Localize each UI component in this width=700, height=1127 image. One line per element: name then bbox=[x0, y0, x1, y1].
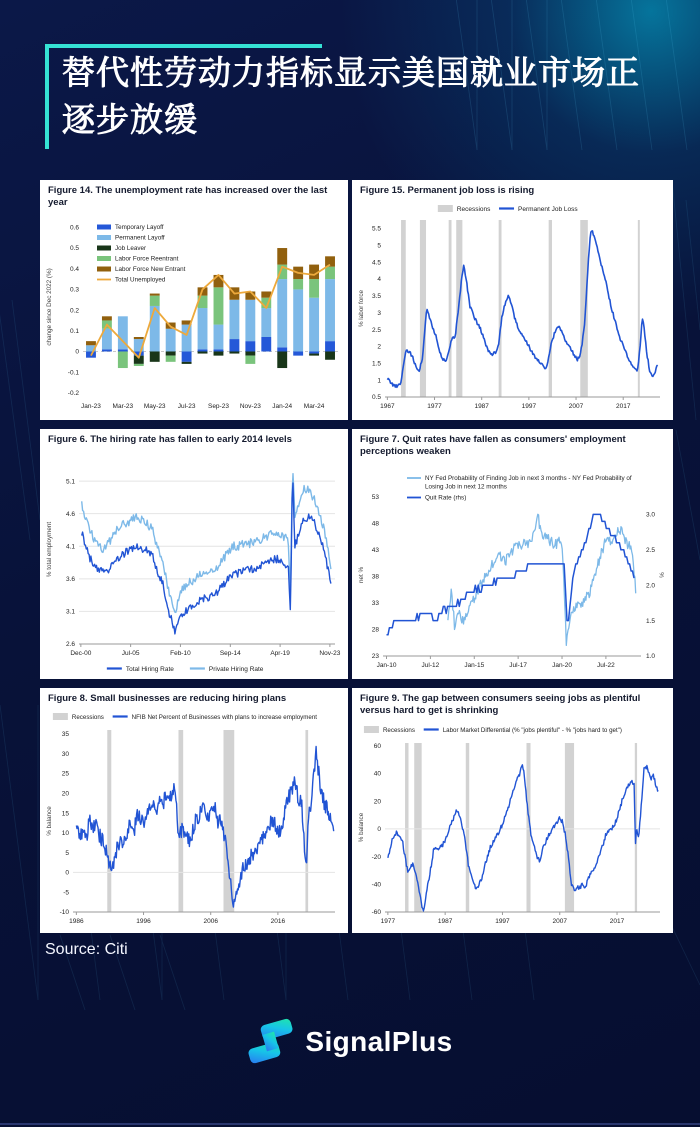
svg-text:1997: 1997 bbox=[521, 403, 537, 411]
svg-text:2.5: 2.5 bbox=[371, 327, 381, 335]
svg-text:23: 23 bbox=[371, 652, 379, 660]
svg-text:Permanent Job Loss: Permanent Job Loss bbox=[518, 206, 578, 214]
svg-text:2006: 2006 bbox=[203, 918, 218, 926]
svg-text:Jan-15: Jan-15 bbox=[464, 661, 485, 669]
svg-text:2: 2 bbox=[377, 343, 381, 351]
svg-text:% balance: % balance bbox=[358, 812, 365, 842]
svg-text:-0.1: -0.1 bbox=[67, 369, 79, 377]
svg-text:Nov-23: Nov-23 bbox=[239, 402, 261, 410]
svg-text:Mar-24: Mar-24 bbox=[303, 402, 325, 410]
svg-text:Jan-20: Jan-20 bbox=[552, 661, 572, 669]
figure15-chart-canvas bbox=[355, 198, 668, 417]
svg-text:2017: 2017 bbox=[609, 917, 625, 925]
svg-text:1.5: 1.5 bbox=[371, 360, 381, 368]
svg-text:0.5: 0.5 bbox=[69, 244, 79, 252]
svg-text:1967: 1967 bbox=[380, 403, 395, 411]
svg-text:Total Unemployed: Total Unemployed bbox=[115, 276, 166, 284]
bottom-divider bbox=[0, 1123, 700, 1125]
figure8-title: Figure 8. Small businesses are reducing hiring plans bbox=[48, 693, 287, 704]
svg-text:3.6: 3.6 bbox=[65, 576, 75, 584]
svg-text:2017: 2017 bbox=[615, 403, 631, 411]
svg-text:Recessions: Recessions bbox=[382, 726, 415, 734]
svg-text:28: 28 bbox=[371, 626, 379, 634]
svg-text:0.5: 0.5 bbox=[371, 394, 381, 402]
figure7-chart-canvas bbox=[355, 460, 668, 676]
svg-text:40: 40 bbox=[373, 770, 381, 778]
svg-text:0.3: 0.3 bbox=[69, 286, 79, 294]
svg-text:4: 4 bbox=[377, 276, 381, 284]
svg-text:1977: 1977 bbox=[427, 403, 442, 411]
charts-grid bbox=[40, 180, 673, 933]
svg-text:20: 20 bbox=[61, 790, 69, 798]
svg-text:Labor Force Reentrant: Labor Force Reentrant bbox=[115, 255, 179, 263]
svg-text:Jan-23: Jan-23 bbox=[81, 402, 101, 410]
svg-text:4.1: 4.1 bbox=[65, 543, 75, 551]
page-title-line1: 替代性劳动力指标显示美国就业市场正 bbox=[62, 54, 640, 91]
svg-text:5: 5 bbox=[377, 242, 381, 250]
title-accent-bar-top bbox=[45, 44, 322, 48]
svg-text:Sep-23: Sep-23 bbox=[207, 402, 229, 410]
svg-text:0: 0 bbox=[75, 348, 79, 356]
svg-text:-20: -20 bbox=[371, 853, 381, 861]
svg-text:Permanent Layoff: Permanent Layoff bbox=[115, 234, 165, 242]
svg-text:4.6: 4.6 bbox=[65, 511, 75, 519]
svg-text:20: 20 bbox=[373, 798, 381, 806]
svg-text:-40: -40 bbox=[371, 881, 381, 889]
svg-text:2.6: 2.6 bbox=[65, 641, 75, 649]
svg-text:2.0: 2.0 bbox=[646, 582, 656, 590]
svg-text:3.0: 3.0 bbox=[646, 511, 656, 519]
svg-text:0.6: 0.6 bbox=[69, 224, 79, 232]
svg-text:Private Hiring Rate: Private Hiring Rate bbox=[208, 666, 264, 674]
svg-text:% balance: % balance bbox=[46, 806, 53, 837]
chart-panel-figure9 bbox=[352, 688, 673, 933]
svg-text:43: 43 bbox=[371, 546, 379, 554]
svg-text:NY Fed Probability of Finding: NY Fed Probability of Finding Job in next 3 months - NY Fed Probability of bbox=[425, 474, 632, 482]
svg-text:5.1: 5.1 bbox=[65, 478, 75, 486]
svg-text:-60: -60 bbox=[371, 908, 381, 916]
svg-text:Jul-17: Jul-17 bbox=[509, 661, 528, 669]
svg-text:2.5: 2.5 bbox=[646, 546, 656, 554]
svg-text:1.0: 1.0 bbox=[646, 652, 656, 660]
svg-text:Jan-24: Jan-24 bbox=[272, 402, 293, 410]
svg-text:Quit Rate (rhs): Quit Rate (rhs) bbox=[425, 494, 467, 502]
svg-text:NFIB Net Percent of Businesses: NFIB Net Percent of Businesses with plans to increase employment bbox=[131, 714, 318, 722]
source-text: Source: Citi bbox=[45, 941, 128, 958]
svg-text:3.5: 3.5 bbox=[371, 293, 381, 301]
svg-text:1987: 1987 bbox=[437, 917, 453, 925]
svg-text:33: 33 bbox=[371, 599, 379, 607]
figure9-title: Figure 9. The gap between consumers seeing jobs as plentiful versus hard to get is shrinking bbox=[360, 693, 641, 717]
brand-name: SignalPlus bbox=[305, 1025, 453, 1057]
svg-text:60: 60 bbox=[373, 742, 381, 750]
svg-text:Job Leaver: Job Leaver bbox=[115, 244, 147, 252]
svg-text:5.5: 5.5 bbox=[371, 225, 381, 233]
svg-text:2007: 2007 bbox=[552, 917, 567, 925]
svg-text:net %: net % bbox=[358, 566, 365, 583]
signalplus-logo-icon bbox=[247, 1018, 294, 1065]
figure14-chart-canvas bbox=[43, 211, 343, 417]
svg-text:3.1: 3.1 bbox=[65, 608, 75, 616]
svg-text:Jul-22: Jul-22 bbox=[597, 661, 615, 669]
svg-text:Jan-10: Jan-10 bbox=[376, 661, 397, 669]
svg-text:Jul-23: Jul-23 bbox=[177, 402, 196, 410]
svg-text:1.5: 1.5 bbox=[646, 617, 656, 625]
svg-text:1: 1 bbox=[377, 377, 381, 385]
svg-text:Recessions: Recessions bbox=[71, 714, 104, 722]
figure6-chart-canvas bbox=[43, 447, 343, 676]
chart-panel-figure14 bbox=[40, 180, 348, 420]
svg-text:Nov-23: Nov-23 bbox=[319, 650, 341, 658]
title-accent-bar-left bbox=[45, 44, 49, 149]
svg-text:Jul-12: Jul-12 bbox=[421, 661, 440, 669]
svg-text:-5: -5 bbox=[63, 889, 69, 897]
svg-text:Total Hiring Rate: Total Hiring Rate bbox=[125, 666, 174, 674]
svg-text:3: 3 bbox=[377, 310, 381, 318]
svg-text:-0.2: -0.2 bbox=[67, 389, 79, 397]
svg-text:Feb-10: Feb-10 bbox=[170, 650, 191, 658]
svg-text:Losing Job in next 12 months: Losing Job in next 12 months bbox=[425, 483, 507, 491]
svg-text:% labor force: % labor force bbox=[358, 290, 365, 328]
svg-text:Sep-14: Sep-14 bbox=[219, 650, 241, 658]
svg-text:38: 38 bbox=[371, 573, 379, 581]
svg-text:1977: 1977 bbox=[380, 917, 396, 925]
figure8-chart-canvas bbox=[43, 706, 343, 930]
svg-text:%: % bbox=[659, 571, 666, 578]
svg-text:25: 25 bbox=[61, 771, 69, 779]
svg-text:Dec-00: Dec-00 bbox=[70, 650, 92, 658]
figure6-title: Figure 6. The hiring rate has fallen to early 2014 levels bbox=[48, 434, 292, 445]
page-title bbox=[62, 50, 672, 144]
svg-text:Jul-05: Jul-05 bbox=[121, 650, 140, 658]
svg-text:Labor Force New Entrant: Labor Force New Entrant bbox=[115, 265, 186, 273]
brand-footer bbox=[0, 1018, 700, 1065]
svg-text:0.1: 0.1 bbox=[69, 327, 79, 335]
svg-text:Apr-19: Apr-19 bbox=[270, 650, 290, 658]
page-title-line2: 逐步放缓 bbox=[62, 100, 198, 138]
svg-text:Recessions: Recessions bbox=[456, 206, 491, 214]
svg-text:5: 5 bbox=[65, 850, 69, 858]
chart-panel-figure8 bbox=[40, 688, 348, 933]
figure15-title: Figure 15. Permanent job loss is rising bbox=[360, 185, 535, 196]
svg-text:% total employment: % total employment bbox=[46, 522, 53, 578]
svg-text:0.4: 0.4 bbox=[69, 265, 79, 273]
chart-panel-figure6 bbox=[40, 429, 348, 679]
svg-text:2007: 2007 bbox=[568, 403, 584, 411]
svg-text:15: 15 bbox=[61, 810, 69, 818]
svg-text:2016: 2016 bbox=[270, 918, 286, 926]
svg-text:-10: -10 bbox=[59, 909, 69, 917]
svg-text:4.5: 4.5 bbox=[371, 259, 381, 267]
svg-text:May-23: May-23 bbox=[143, 402, 166, 410]
svg-text:0: 0 bbox=[377, 825, 381, 833]
svg-text:Temporary Layoff: Temporary Layoff bbox=[115, 223, 164, 231]
svg-text:0.2: 0.2 bbox=[69, 306, 79, 314]
svg-text:Mar-23: Mar-23 bbox=[112, 402, 134, 410]
svg-text:48: 48 bbox=[371, 520, 379, 528]
svg-text:0: 0 bbox=[65, 869, 69, 877]
svg-text:1987: 1987 bbox=[474, 403, 489, 411]
svg-text:35: 35 bbox=[61, 731, 69, 739]
chart-panel-figure15 bbox=[352, 180, 673, 420]
svg-text:1986: 1986 bbox=[69, 918, 84, 926]
svg-text:Labor Market Differential (% ": Labor Market Differential (% "jobs plentiful" - % "jobs hard to get") bbox=[442, 726, 622, 734]
figure7-title: Figure 7. Quit rates have fallen as consumers' employment perceptions weaken bbox=[360, 434, 626, 458]
svg-text:change since Dec 2022 (%): change since Dec 2022 (%) bbox=[46, 268, 53, 346]
figure14-title: Figure 14. The unemployment rate has increased over the last year bbox=[48, 185, 328, 209]
svg-text:30: 30 bbox=[61, 751, 69, 759]
svg-text:53: 53 bbox=[371, 493, 379, 501]
svg-text:10: 10 bbox=[61, 830, 69, 838]
chart-panel-figure7 bbox=[352, 429, 673, 679]
svg-text:1997: 1997 bbox=[495, 917, 510, 925]
figure9-chart-canvas bbox=[355, 719, 668, 930]
svg-text:1996: 1996 bbox=[136, 918, 151, 926]
